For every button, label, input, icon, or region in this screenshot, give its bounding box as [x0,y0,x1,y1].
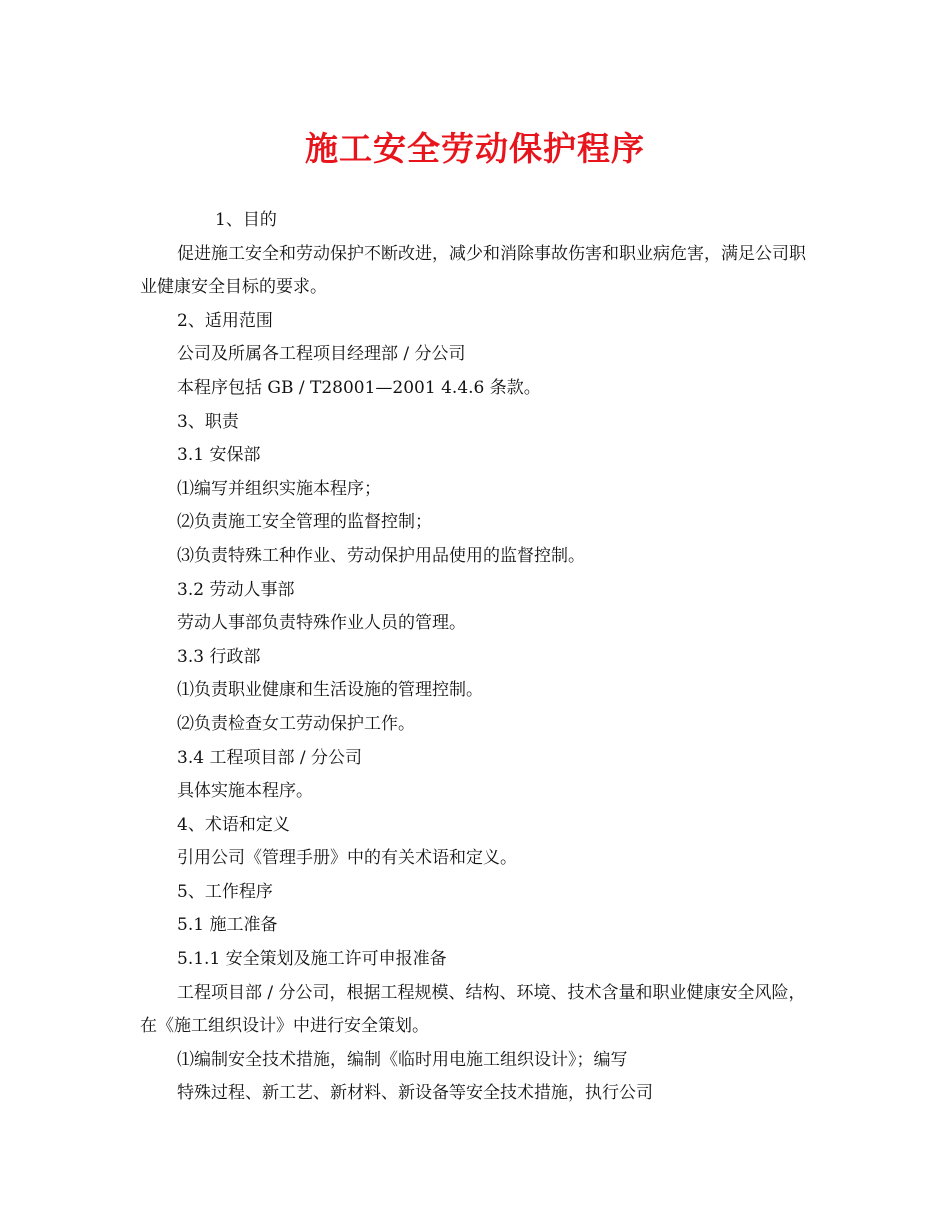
paragraph-terms: 引用公司《管理手册》中的有关术语和定义。 [177,848,517,869]
paragraph-safety-planning: 工程项目部 / 分公司，根据工程规模、结构、环境、技术含量和职业健康安全风险，在《施工组织设计》中进行安全策划。 [140,982,806,1037]
list-item: ⑵负责施工安全管理的监督控制； [177,512,432,533]
list-item: ⑶负责特殊工种作业、劳动保护用品使用的监督控制。 [177,545,585,566]
subheading-hr-dept: 3.2 劳动人事部 [177,579,295,600]
subheading-preparation: 5.1 施工准备 [177,915,278,936]
list-item: ⑵负责检查女工劳动保护工作。 [177,713,415,734]
section-heading-purpose: 1、目的 [215,210,277,230]
subheading-safety-planning: 5.1.1 安全策划及施工许可申报准备 [177,949,447,970]
list-item: ⑴编制安全技术措施，编制《临时用电施工组织设计》；编写 [177,1049,628,1070]
subheading-project-dept: 3.4 工程项目部 / 分公司 [177,747,362,768]
section-heading-responsibilities: 3、职责 [177,411,239,432]
paragraph-project: 具体实施本程序。 [177,781,313,802]
paragraph-hr: 劳动人事部负责特殊作业人员的管理。 [177,613,466,634]
section-heading-terms: 4、术语和定义 [177,814,290,835]
list-item: ⑴编写并组织实施本程序； [177,478,381,499]
subheading-admin-dept: 3.3 行政部 [177,646,261,667]
paragraph-purpose: 促进施工安全和劳动保护不断改进，减少和消除事故伤害和职业病危害，满足公司职业健康安全目标的要求。 [140,243,806,298]
subheading-security-dept: 3.1 安保部 [177,445,261,466]
paragraph-continuation: 特殊过程、新工艺、新材料、新设备等安全技术措施，执行公司 [177,1083,653,1104]
section-heading-procedure: 5、工作程序 [177,881,273,902]
list-item: ⑴负责职业健康和生活设施的管理控制。 [177,680,483,701]
paragraph-standard: 本程序包括 GB / T28001—2001 4.4.6 条款。 [177,377,541,398]
document-body [140,204,815,1111]
document-title: 施工安全劳动保护程序 [305,129,645,168]
section-heading-scope: 2、适用范围 [177,310,273,331]
paragraph-scope: 公司及所属各工程项目经理部 / 分公司 [177,344,466,365]
